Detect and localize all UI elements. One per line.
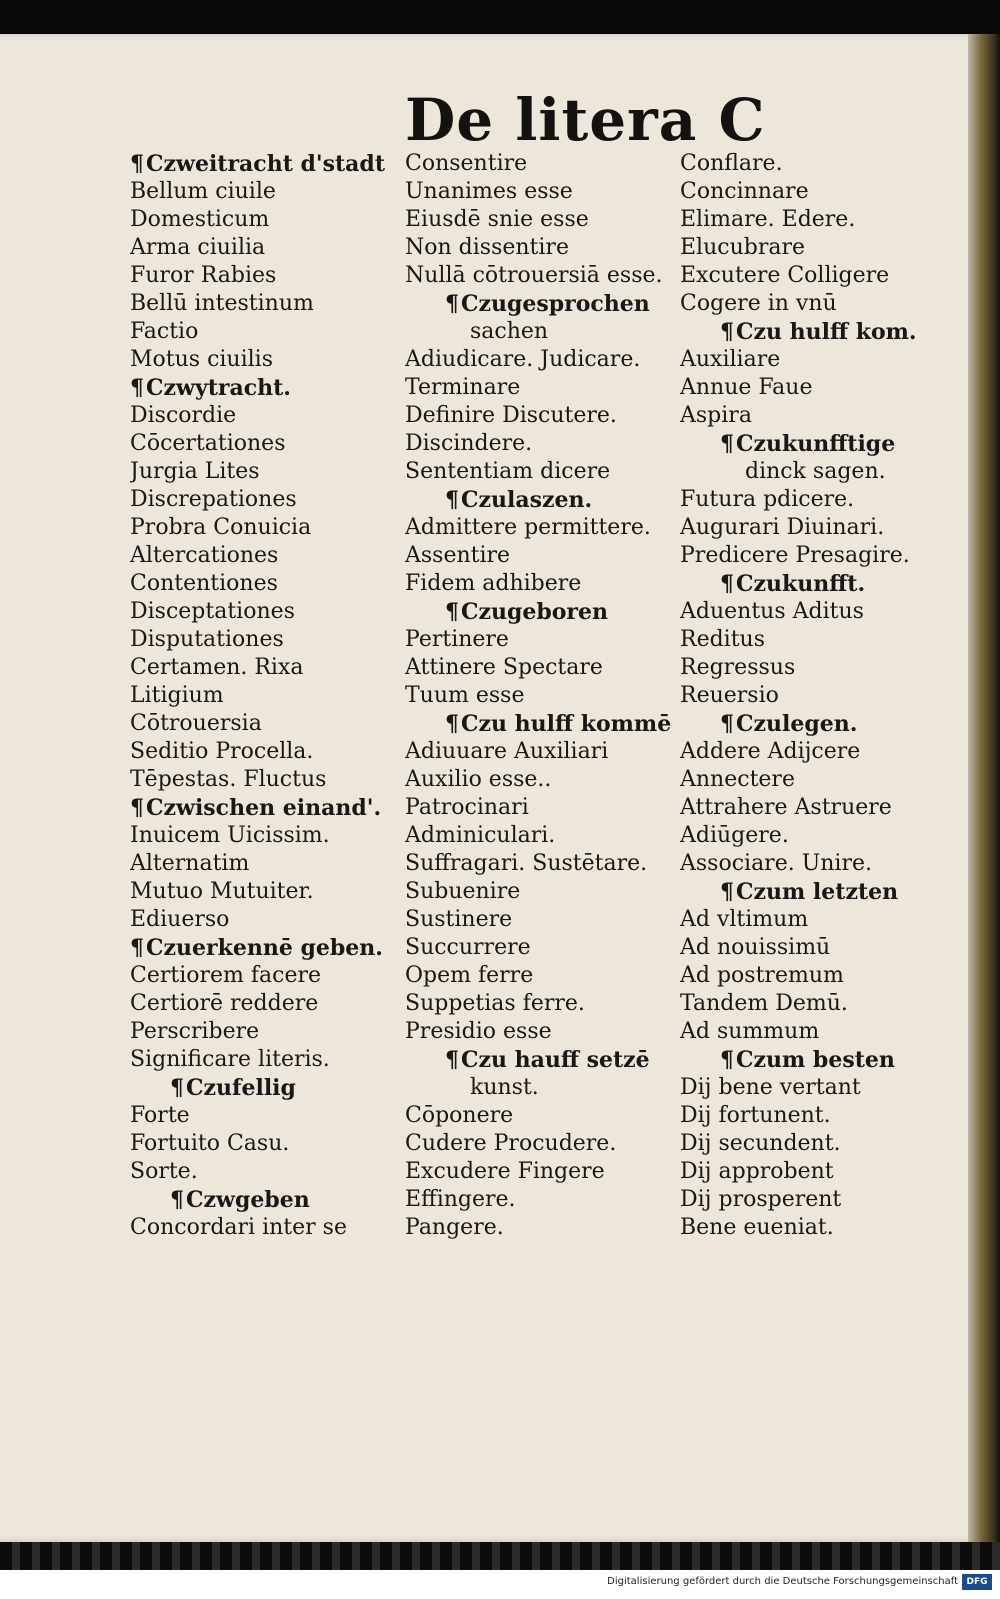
entry-line [405,934,675,962]
entry-line [130,290,398,318]
entry-line [405,738,675,766]
entry-heading [680,878,950,906]
entry-text: Ad summum [680,1019,820,1044]
entry-text: Czum letzten [736,879,899,905]
entry-line [130,1046,398,1074]
entry-line [405,962,675,990]
entry-text: Aduentus Aditus [680,599,864,624]
entry-line [130,654,398,682]
entry-line [680,1158,950,1186]
pilcrow-icon: ¶ [720,711,734,737]
entry-text: Suppetias ferre. [405,991,585,1016]
entry-text: Ediuerso [130,907,230,932]
entry-text: Tēpestas. Fluctus [130,767,327,792]
entry-text: Cōtrouersia [130,711,262,736]
entry-text: Sorte. [130,1159,198,1184]
page-edge [968,34,1000,1542]
entry-line [680,234,950,262]
entry-text: Cogere in vnū [680,291,837,316]
entry-heading [680,570,950,598]
entry-text: Associare. Unire. [680,851,872,876]
entry-text: Auxiliare [680,347,781,372]
entry-line [680,514,950,542]
entry-line [405,570,675,598]
entry-line [130,682,398,710]
scan-border [0,1542,1000,1570]
entry-line [405,430,675,458]
entry-line [680,290,950,318]
entry-line [405,346,675,374]
entry-text: Czu hauff setzē [461,1047,650,1073]
entry-text: Cōcertationes [130,431,286,456]
entry-text: Czuerkennē geben. [146,935,383,961]
entry-line [405,682,675,710]
entry-line [405,206,675,234]
entry-line [405,514,675,542]
entry-line [405,234,675,262]
entry-text: Addere Adijcere [680,739,861,764]
entry-text: Elimare. Edere. [680,207,856,232]
entry-line [680,1102,950,1130]
entry-text: Jurgia Lites [130,459,260,484]
entry-line [130,178,398,206]
entry-heading [130,934,398,962]
entry-text: Nullā cōtrouersiā esse. [405,263,663,288]
entry-text: Sententiam dicere [405,459,611,484]
entry-text: Czwischen einand'. [146,795,382,821]
entry-text: kunst. [470,1075,539,1100]
entry-text: Czum besten [736,1047,895,1073]
entry-text: Succurrere [405,935,531,960]
entry-text: Pertinere [405,627,509,652]
entry-heading [405,710,675,738]
entry-text: Presidio esse [405,1019,552,1044]
entry-line [130,262,398,290]
entry-line [680,906,950,934]
entry-line [405,178,675,206]
pilcrow-icon: ¶ [445,711,459,737]
entry-text: Motus ciuilis [130,347,273,372]
entry-line [130,990,398,1018]
entry-heading [680,430,950,458]
entry-line [680,346,950,374]
entry-line [130,598,398,626]
entry-heading [405,598,675,626]
entry-line [680,654,950,682]
entry-text: Regressus [680,655,796,680]
pilcrow-icon: ¶ [445,599,459,625]
entry-text: Discindere. [405,431,533,456]
entry-line [680,626,950,654]
entry-line [680,542,950,570]
entry-text: Disputationes [130,627,284,652]
pilcrow-icon: ¶ [720,571,734,597]
pilcrow-icon: ¶ [170,1187,184,1213]
pilcrow-icon: ¶ [720,1047,734,1073]
entry-line [405,1214,675,1242]
entry-text: Mutuo Mutuiter. [130,879,314,904]
entry-line [405,906,675,934]
entry-line [130,1130,398,1158]
pilcrow-icon: ¶ [720,879,734,905]
entry-text: Non dissentire [405,235,569,260]
entry-line [130,430,398,458]
entry-line [680,738,950,766]
entry-text: Subuenire [405,879,521,904]
entry-text: Patrocinari [405,795,529,820]
entry-text: Inuicem Uicissim. [130,823,330,848]
entry-text: Domesticum [130,207,270,232]
entry-heading [680,1046,950,1074]
entry-line [405,878,675,906]
entry-text: Concordari inter se [130,1215,347,1240]
entry-line [405,1158,675,1186]
entry-heading [130,374,398,402]
entry-line [680,458,950,486]
entry-line [130,1102,398,1130]
entry-text: Discrepationes [130,487,297,512]
entry-text: Unanimes esse [405,179,573,204]
entry-line [405,794,675,822]
entry-text: Bellum ciuile [130,179,276,204]
entry-line [405,318,675,346]
entry-text: Fortuito Casu. [130,1131,290,1156]
entry-text: Ad vltimum [680,907,809,932]
entry-text: Czugeboren [461,599,609,625]
entry-line [680,962,950,990]
entry-line [680,1186,950,1214]
entry-line [680,262,950,290]
entry-line [130,710,398,738]
entry-text: Conflare. [680,151,783,176]
entry-line [130,906,398,934]
pilcrow-icon: ¶ [445,487,459,513]
entry-text: Czulaszen. [461,487,593,513]
entry-line [680,1214,950,1242]
entry-text: Terminare [405,375,521,400]
entry-line [680,374,950,402]
entry-line [680,1018,950,1046]
entry-heading [680,710,950,738]
entry-text: Bellū intestinum [130,291,314,316]
entry-text: Attrahere Astruere [680,795,892,820]
entry-text: Dij approbent [680,1159,834,1184]
entry-text: Excudere Fingere [405,1159,605,1184]
entry-line [405,1102,675,1130]
entry-text: Concinnare [680,179,809,204]
entry-text: Ad postremum [680,963,844,988]
entry-text: Czulegen. [736,711,858,737]
entry-line [130,962,398,990]
entry-text: Sustinere [405,907,513,932]
entry-line [405,822,675,850]
pilcrow-icon: ¶ [170,1075,184,1101]
entry-line [130,1018,398,1046]
entry-text: Certiorē reddere [130,991,319,1016]
entry-line [405,850,675,878]
entry-text: Seditio Procella. [130,739,314,764]
entry-line [405,374,675,402]
entry-line [680,934,950,962]
entry-text: Furor Rabies [130,263,277,288]
entry-line [405,1130,675,1158]
entry-text: Czweitracht d'stadt [146,151,385,177]
entry-text: Czu hulff kommē [461,711,672,737]
entry-text: Perscribere [130,1019,260,1044]
pilcrow-icon: ¶ [720,319,734,345]
entry-line [680,178,950,206]
column-3 [680,150,950,1242]
entry-line [130,514,398,542]
entry-line [130,1158,398,1186]
entry-text: Auxilio esse.. [405,767,552,792]
entry-text: Dij fortunent. [680,1103,831,1128]
entry-text: dinck sagen. [745,459,886,484]
entry-text: Disceptationes [130,599,295,624]
entry-line [405,766,675,794]
pilcrow-icon: ¶ [720,431,734,457]
entry-text: Admittere permittere. [405,515,651,540]
entry-line [130,318,398,346]
entry-text: Czufellig [186,1075,296,1101]
entry-line [680,206,950,234]
entry-text: Annue Faue [680,375,813,400]
entry-heading [405,1046,675,1074]
entry-line [130,850,398,878]
entry-line [405,990,675,1018]
entry-line [680,150,950,178]
entry-line [680,850,950,878]
entry-text: Consentire [405,151,528,176]
footer [0,1570,1000,1599]
entry-text: Czu hulff kom. [736,319,917,345]
entry-line [130,206,398,234]
pilcrow-icon: ¶ [130,935,144,961]
entry-text: Suffragari. Sustētare. [405,851,648,876]
entry-line [405,262,675,290]
column-1 [130,150,398,1242]
pilcrow-icon: ¶ [445,1047,459,1073]
entry-line [130,766,398,794]
entry-text: Dij secundent. [680,1131,841,1156]
page-title: De litera C [405,86,766,154]
pilcrow-icon: ¶ [130,151,144,177]
entry-heading [130,1074,398,1102]
entry-heading [405,486,675,514]
entry-line [680,794,950,822]
entry-text: Attinere Spectare [405,655,603,680]
entry-text: Certamen. Rixa [130,655,304,680]
entry-heading [680,318,950,346]
entry-text: Predicere Presagire. [680,543,910,568]
entry-text: Adiudicare. Judicare. [405,347,641,372]
entry-text: Augurari Diuinari. [680,515,885,540]
entry-line [130,542,398,570]
pilcrow-icon: ¶ [130,375,144,401]
pilcrow-icon: ¶ [445,291,459,317]
entry-text: Czwytracht. [146,375,291,401]
entry-text: Czukunfft. [736,571,866,597]
entry-text: Certiorem facere [130,963,322,988]
entry-text: Fidem adhibere [405,571,582,596]
top-border [0,0,1000,34]
entry-line [405,150,675,178]
entry-text: Adiūgere. [680,823,789,848]
entry-line [130,486,398,514]
entry-line [130,402,398,430]
entry-text: Alternatim [130,851,250,876]
entry-text: Reditus [680,627,766,652]
entry-text: Bene eueniat. [680,1215,834,1240]
entry-text: sachen [470,319,549,344]
entry-text: Czwgeben [186,1187,310,1213]
entry-text: Probra Conuicia [130,515,312,540]
entry-line [405,626,675,654]
entry-text: Futura pdicere. [680,487,855,512]
entry-text: Czukunfftige [736,431,896,457]
pilcrow-icon: ¶ [130,795,144,821]
entry-text: Discordie [130,403,237,428]
entry-heading [130,794,398,822]
entry-line [405,542,675,570]
entry-text: Factio [130,319,199,344]
entry-line [405,1074,675,1102]
entry-heading [405,290,675,318]
entry-line [130,570,398,598]
column-2 [405,150,675,1242]
entry-text: Effingere. [405,1187,516,1212]
entry-text: Adminiculari. [405,823,556,848]
entry-text: Contentiones [130,571,278,596]
entry-line [680,598,950,626]
entry-line [130,346,398,374]
entry-text: Adiuuare Auxiliari [405,739,609,764]
entry-line [405,1018,675,1046]
entry-text: Eiusdē snie esse [405,207,589,232]
entry-line [680,682,950,710]
entry-line [130,234,398,262]
entry-line [680,486,950,514]
entry-line [130,738,398,766]
entry-text: Dij bene vertant [680,1075,861,1100]
entry-text: Aspira [680,403,752,428]
entry-line [680,990,950,1018]
entry-text: Dij prosperent [680,1187,842,1212]
entry-heading [130,1186,398,1214]
entry-text: Elucubrare [680,235,806,260]
entry-text: Definire Discutere. [405,403,617,428]
entry-text: Significare literis. [130,1047,330,1072]
entry-line [405,402,675,430]
entry-line [680,1130,950,1158]
entry-text: Tandem Demū. [680,991,848,1016]
entry-line [130,822,398,850]
entry-line [680,822,950,850]
entry-text: Tuum esse [405,683,525,708]
dfg-logo: DFG [962,1574,992,1590]
entry-text: Cudere Procudere. [405,1131,617,1156]
entry-text: Cōponere [405,1103,514,1128]
entry-text: Ad nouissimū [680,935,831,960]
entry-text: Reuersio [680,683,779,708]
entry-text: Altercationes [130,543,279,568]
entry-line [405,654,675,682]
footer-credit: Digitalisierung gefördert durch die Deutsche Forschungsgemeinschaft [607,1576,958,1587]
entry-line [130,458,398,486]
entry-line [405,458,675,486]
entry-line [130,878,398,906]
entry-text: Litigium [130,683,224,708]
entry-line [680,1074,950,1102]
entry-text: Annectere [680,767,795,792]
entry-line [130,1214,398,1242]
entry-text: Arma ciuilia [130,235,266,260]
entry-text: Assentire [405,543,511,568]
entry-line [680,402,950,430]
entry-text: Excutere Colligere [680,263,890,288]
entry-text: Forte [130,1103,190,1128]
entry-line [130,626,398,654]
entry-line [680,766,950,794]
entry-line [405,1186,675,1214]
entry-text: Opem ferre [405,963,534,988]
entry-text: Czugesprochen [461,291,650,317]
entry-heading [130,150,398,178]
entry-text: Pangere. [405,1215,504,1240]
